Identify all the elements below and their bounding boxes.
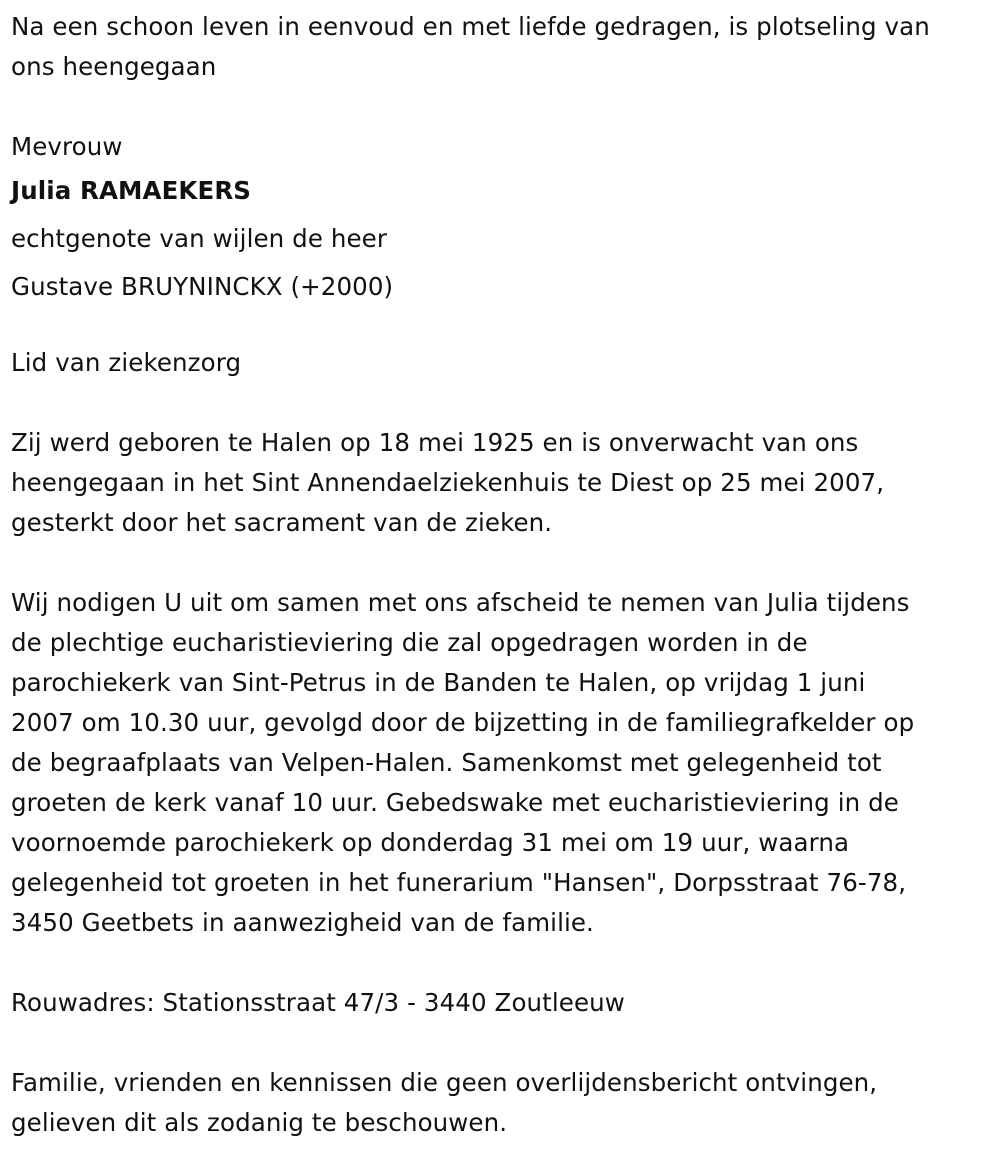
spouse-name: Gustave BRUYNINCKX (+2000) [11,272,394,301]
membership-text: Lid van ziekenzorg [11,348,242,377]
intro-paragraph [11,7,996,87]
invitation-line: 2007 om 10.30 uur, gevolgd door de bijzetting in de familiegrafkelder op [11,708,915,737]
spouse-line: echtgenote van wijlen de heer [11,224,388,253]
address-paragraph [11,983,996,1023]
salutation: Mevrouw [11,132,123,161]
invitation-line: de begraafplaats van Velpen-Halen. Samenkomst met gelegenheid tot [11,748,882,777]
deceased-block [11,127,996,311]
birth-death-paragraph [11,423,996,543]
closing-line: gelieven dit als zodanig te beschouwen. [11,1108,508,1137]
invitation-paragraph [11,583,996,943]
intro-line: Na een schoon leven in eenvoud en met liefde gedragen, is plotseling van [11,12,930,41]
invitation-line: voornoemde parochiekerk op donderdag 31 mei om 19 uur, waarna [11,828,850,857]
birth-death-line: heengegaan in het Sint Annendaelziekenhuis te Diest op 25 mei 2007, [11,468,885,497]
mourning-address: Rouwadres: Stationsstraat 47/3 - 3440 Zoutleeuw [11,988,625,1017]
intro-line: ons heengegaan [11,52,217,81]
invitation-line: Wij nodigen U uit om samen met ons afscheid te nemen van Julia tijdens [11,588,910,617]
invitation-line: parochiekerk van Sint-Petrus in de Banden te Halen, op vrijdag 1 juni [11,668,866,697]
membership-paragraph [11,343,996,383]
birth-death-line: gesterkt door het sacrament van de zieken. [11,508,553,537]
deceased-name: Julia RAMAEKERS [11,176,252,205]
invitation-line: 3450 Geetbets in aanwezigheid van de familie. [11,908,594,937]
invitation-line: de plechtige eucharistieviering die zal opgedragen worden in de [11,628,808,657]
invitation-line: gelegenheid tot groeten in het funerarium "Hansen", Dorpsstraat 76-78, [11,868,907,897]
closing-paragraph [11,1063,996,1143]
birth-death-line: Zij werd geboren te Halen op 18 mei 1925 en is onverwacht van ons [11,428,859,457]
death-notice [11,7,996,1143]
closing-line: Familie, vrienden en kennissen die geen overlijdensbericht ontvingen, [11,1068,878,1097]
invitation-line: groeten de kerk vanaf 10 uur. Gebedswake met eucharistieviering in de [11,788,899,817]
